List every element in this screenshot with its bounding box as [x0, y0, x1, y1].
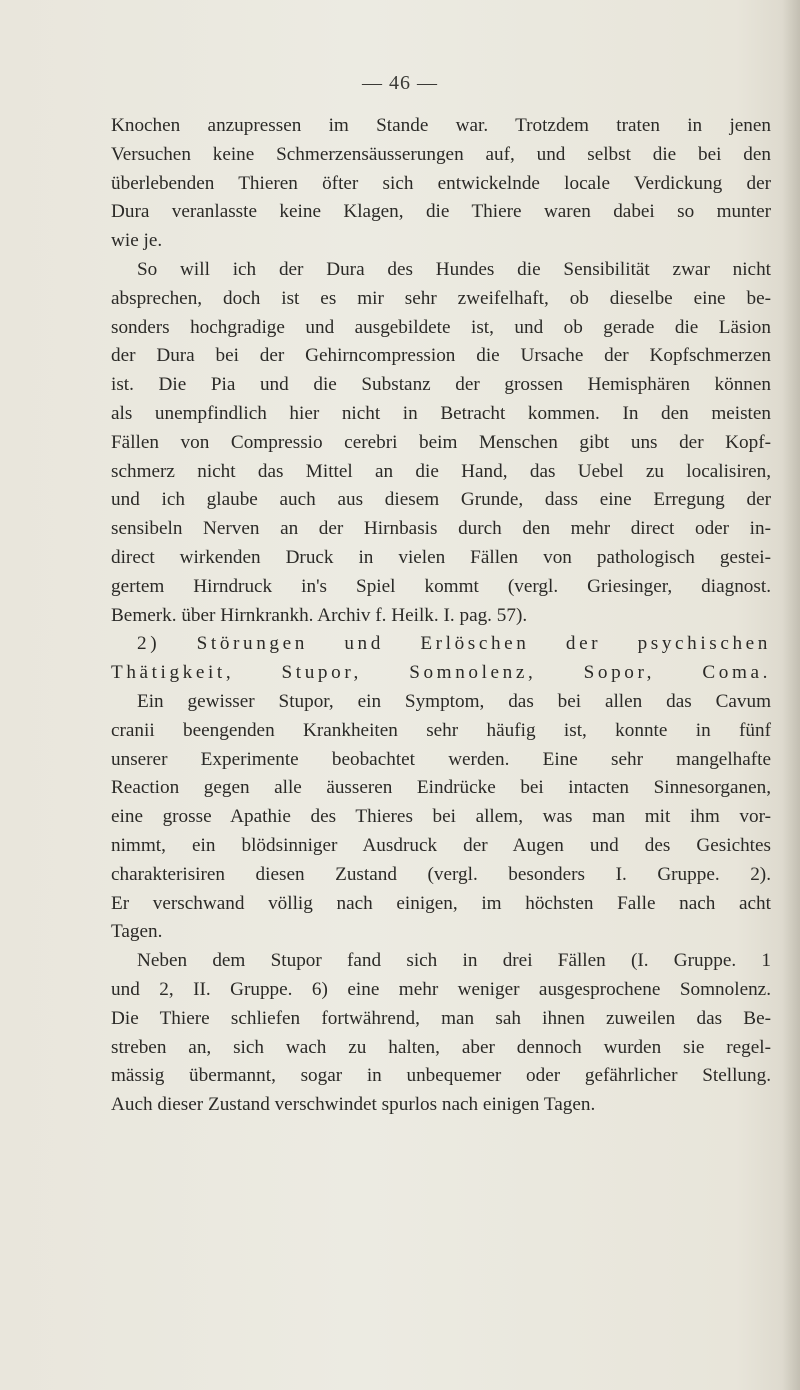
text-line: mässig übermannt, sogar in unbequemer oder gefährlicher Stellung. — [111, 1065, 771, 1087]
text-line: Ein gewisser Stupor, ein Symptom, das bei allen das Cavum — [137, 690, 771, 712]
page-edge-shadow — [782, 0, 800, 1390]
section-heading-line: 2) Störungen und Erlöschen der psychischen — [137, 633, 771, 655]
text-line: als unempfindlich hier nicht in Betracht kommen. In den meisten — [111, 402, 771, 424]
text-line: sensibeln Nerven an der Hirnbasis durch den mehr direct oder in- — [111, 518, 771, 540]
text-line: der Dura bei der Gehirncompression die Ursache der Kopfschmerzen — [111, 345, 771, 367]
text-line: Die Thiere schliefen fortwährend, man sah ihnen zuweilen das Be- — [111, 1007, 771, 1029]
text-line: ist. Die Pia und die Substanz der grossen Hemisphären können — [111, 374, 771, 396]
text-line: überlebenden Thieren öfter sich entwickelnde locale Verdickung der — [111, 172, 771, 194]
text-line: schmerz nicht das Mittel an die Hand, das Uebel zu localisiren, — [111, 460, 771, 482]
text-line: Knochen anzupressen im Stande war. Trotzdem traten in jenen — [111, 115, 771, 136]
text-line: unserer Experimente beobachtet werden. Eine sehr mangelhafte — [111, 748, 771, 770]
text-line: absprechen, doch ist es mir sehr zweifelhaft, ob dieselbe eine be- — [111, 287, 771, 309]
text-line: Auch dieser Zustand verschwindet spurlos nach einigen Tagen. — [111, 1094, 596, 1116]
text-line: Tagen. — [111, 921, 163, 943]
text-line: charakterisiren diesen Zustand (vergl. besonders I. Gruppe. 2). — [111, 863, 771, 885]
text-line: Er verschwand völlig nach einigen, im höchsten Falle nach acht — [111, 892, 771, 914]
text-line: Neben dem Stupor fand sich in drei Fällen (I. Gruppe. 1 — [137, 950, 771, 972]
text-line: Bemerk. über Hirnkrankh. Archiv f. Heilk. I. pag. 57). — [111, 604, 528, 626]
text-line: gertem Hirndruck in's Spiel kommt (vergl. Griesinger, diagnost. — [111, 575, 771, 597]
text-line: und 2, II. Gruppe. 6) eine mehr weniger ausgesprochene Somnolenz. — [111, 978, 771, 1000]
text-line: und ich glaube auch aus diesem Grunde, dass eine Erregung der — [111, 489, 771, 511]
body-text — [111, 112, 771, 1120]
section-heading-line: Thätigkeit, Stupor, Somnolenz, Sopor, Coma. — [111, 662, 771, 684]
text-line: cranii beengenden Krankheiten sehr häufig ist, konnte in fünf — [111, 719, 771, 741]
text-line: Fällen von Compressio cerebri beim Menschen gibt uns der Kopf- — [111, 431, 771, 453]
text-line: Dura veranlasste keine Klagen, die Thiere waren dabei so munter — [111, 201, 771, 223]
text-line: sonders hochgradige und ausgebildete ist, und ob gerade die Läsion — [111, 316, 771, 338]
text-line: direct wirkenden Druck in vielen Fällen von pathologisch gestei- — [111, 546, 771, 568]
text-line: eine grosse Apathie des Thieres bei allem, was man mit ihm vor- — [111, 806, 771, 828]
text-line: Reaction gegen alle äusseren Eindrücke bei intacten Sinnesorganen, — [111, 777, 771, 799]
page-number: — 46 — — [362, 72, 438, 94]
text-line: streben an, sich wach zu halten, aber dennoch wurden sie regel- — [111, 1036, 771, 1058]
text-line: Versuchen keine Schmerzensäusserungen auf, und selbst die bei den — [111, 143, 771, 165]
text-line: nimmt, ein blödsinniger Ausdruck der Augen und des Gesichtes — [111, 834, 771, 856]
text-line: So will ich der Dura des Hundes die Sensibilität zwar nicht — [137, 258, 771, 280]
text-line: wie je. — [111, 230, 163, 252]
